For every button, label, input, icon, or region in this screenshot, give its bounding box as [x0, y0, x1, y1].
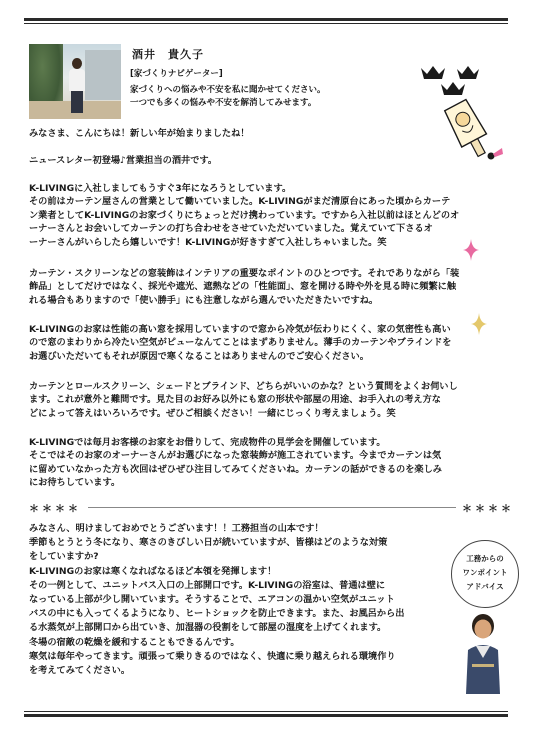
- text-line: みなさま、こんにちは！新しい年が始まりましたね！: [29, 128, 250, 139]
- text-line: ので窓のまわりから冷たい空気がピューなんてことはまずありません。薄手のカーテンやブラインドを: [29, 337, 452, 349]
- text-line: K-LIVINGに入社しましてもうすぐ3年になろうとしています。: [29, 183, 292, 194]
- text-line: どによって答えはいろいろです。ぜひご相談ください！一緒にじっくり考えましょう。笑: [29, 407, 396, 419]
- text-line: カーテンとロールスクリーン、シェードとブラインド、どちらがいいのかな？という質問をよくお伺いし: [29, 381, 458, 392]
- bottom-rule-thick: [24, 714, 508, 717]
- text-line: なっている上部が少し開いています。そうすることで、エアコンの温かい空気がユニット: [29, 594, 395, 606]
- text-line: をしていますか?: [29, 551, 99, 563]
- staff-intro-line: 家づくりへの悩みや不安を私に聞かせてください。: [130, 85, 326, 95]
- text-line: 寒気は毎年やってきます。頑張って乗りきるのではなく、快適に乗り越えられる環境作り: [29, 650, 396, 662]
- text-line: ーナーさんとお会いしてカーテンの打ち合わせをさせていただいていました。覚えていて下さるオ: [29, 223, 433, 235]
- text-line: ーナーさんがいらしたら嬉しいです！K-LIVINGが好きすぎて入社しちゃいました。笑: [29, 236, 387, 248]
- text-line: その一例として、ユニットバス入口の上部開口です。K-LIVINGの浴室は、普通は壁に: [29, 579, 386, 591]
- text-line: に留めていなかった方も次回はぜひぜひ注目してみてくださいね。カーテンの話ができるのを楽しみ: [29, 463, 442, 475]
- divider-stars-left: ＊＊＊＊: [29, 504, 81, 515]
- staff-intro: [130, 84, 326, 110]
- staff-role: [家づくりナビゲーター]: [130, 69, 223, 79]
- text-line: る水蒸気が上部開口から出ていき、加湿器の役割をして部屋の湿度を上げてくれます。: [29, 622, 387, 634]
- text-line: ン業者としてK-LIVINGのお家づくりにちょっとだけ携わっています。ですから入社以前はほとんどのオ: [29, 209, 460, 221]
- text-line: 冬場の宿敵の乾燥を緩和することもできるんです。: [29, 636, 240, 648]
- text-line: その前はカーテン屋さんの営業として働いていました。K-LIVINGがまだ清原台にあった頃からカーテ: [29, 196, 451, 208]
- paragraph-open-house: [29, 436, 503, 490]
- paragraph-greeting: [29, 127, 503, 140]
- paragraph-self-intro: [29, 154, 503, 167]
- text-line: そこではそのお家のオーナーさんがお選びになった窓装飾が施工されています。今までカーテンは気: [29, 450, 442, 462]
- staff-name: 酒井 貴久子: [132, 48, 204, 61]
- bubble-line: 工務からの: [466, 554, 504, 563]
- text-line: ニュースレター初登場♪営業担当の酒井です。: [29, 155, 218, 166]
- bubble-line: アドバイス: [466, 582, 504, 591]
- advice-bubble: [451, 540, 519, 608]
- paragraph-window-decor: [29, 267, 503, 307]
- paragraph-career: [29, 182, 503, 249]
- paragraph-window-performance: [29, 323, 503, 363]
- text-line: 季節もとうとう冬になり、寒さのきびしい日が続いていますが、皆様はどのような対策: [29, 537, 388, 549]
- bottom-rule-thin: [24, 711, 508, 712]
- text-line: にお待ちしています。: [29, 477, 121, 489]
- paragraph-curtain-question: [29, 380, 503, 420]
- text-line: お選びいただいてもそれが原因で寒くなることはありませんのでご安心ください。: [29, 350, 369, 362]
- crown-icon: [440, 80, 466, 98]
- text-line: ます。これが意外と難問です。見た目のお好み以外にも窓の形状や部屋の用途、お手入れの考え方な: [29, 394, 441, 406]
- text-line: を考えてみてください。: [29, 665, 131, 677]
- text-line: カーテン・スクリーンなどの窓装飾はインテリアの重要なポイントのひとつです。それでありながら「装: [29, 268, 460, 279]
- text-line: K-LIVINGのお家は性能の高い窓を採用していますので窓から冷気が伝わりにくく、家の気密性も高い: [29, 324, 451, 335]
- text-line: バスの中にも入ってくるようになり、ヒートショックを防止できます。また、お風呂から出: [29, 608, 405, 620]
- top-rule-thick: [24, 18, 508, 21]
- text-line: 飾品」としてだけではなく、採光や遮光、遮熱などの「性能面」、窓を開ける時や外を見る時に頻繁に触: [29, 281, 457, 293]
- staff-photo: [29, 44, 121, 119]
- divider-rule: [88, 507, 456, 508]
- divider-stars-right: ＊＊＊＊: [462, 504, 514, 515]
- bubble-line: ワンポイント: [462, 568, 508, 577]
- construction-staff-photo: [458, 610, 508, 694]
- text-line: K-LIVINGのお家は寒くなればなるほど本領を発揮します！: [29, 565, 277, 577]
- text-line: K-LIVINGでは毎月お客様のお家をお借りして、完成物件の見学会を開催しています。: [29, 437, 386, 448]
- construction-advice-text: [29, 522, 449, 678]
- top-rule-thin: [24, 23, 508, 24]
- staff-intro-line: 一つでも多くの悩みや不安を解消してみせます。: [130, 98, 317, 108]
- text-line: れる場合もありますので「使い勝手」にも注意しながら選んでいただきたいですね。: [29, 294, 379, 306]
- text-line: みなさん、明けましておめでとうございます！！工務担当の山本です！: [29, 523, 324, 534]
